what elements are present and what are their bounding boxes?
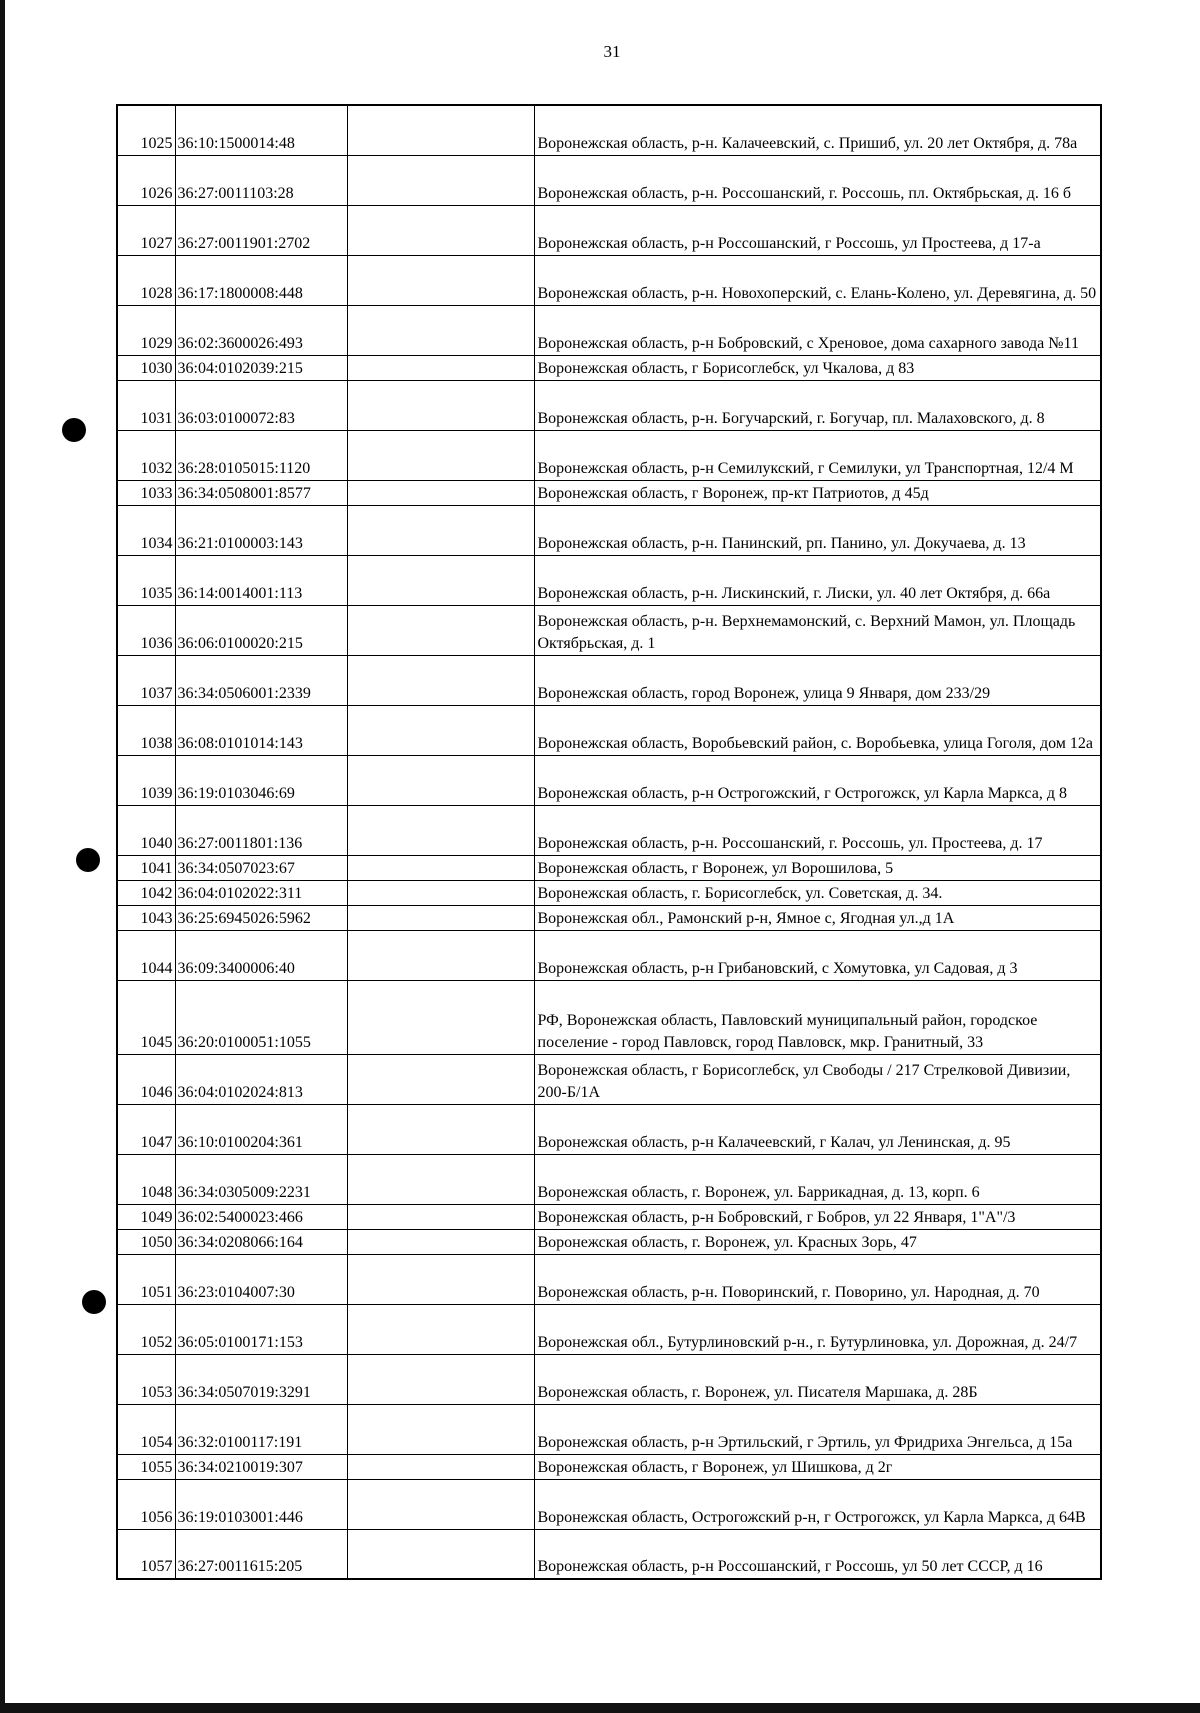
cadastral-number: 36:19:0103046:69 <box>175 755 347 805</box>
address-cell: Воронежская область, р-н. Верхнемамонский, с. Верхний Мамон, ул. Площадь Октябрьская, д. 1 <box>534 605 1101 655</box>
table-row <box>117 505 1101 555</box>
row-number: 1030 <box>117 355 175 380</box>
address-cell: Воронежская область, г. Воронеж, ул. Баррикадная, д. 13, корп. 6 <box>534 1154 1101 1204</box>
cadastral-number: 36:34:0508001:8577 <box>175 480 347 505</box>
empty-cell <box>347 1454 534 1479</box>
address-cell: Воронежская область, р-н. Панинский, рп. Панино, ул. Докучаева, д. 13 <box>534 505 1101 555</box>
row-number: 1029 <box>117 305 175 355</box>
empty-cell <box>347 1204 534 1229</box>
empty-cell <box>347 655 534 705</box>
table-row <box>117 1354 1101 1404</box>
address-cell: Воронежская область, р-н Россошанский, г Россошь, ул Простеева, д 17-а <box>534 205 1101 255</box>
table-row <box>117 930 1101 980</box>
scan-bottom-edge <box>0 1703 1200 1713</box>
empty-cell <box>347 480 534 505</box>
cadastral-number: 36:10:0100204:361 <box>175 1104 347 1154</box>
cadastral-number: 36:21:0100003:143 <box>175 505 347 555</box>
row-number: 1038 <box>117 705 175 755</box>
address-cell: Воронежская область, г. Борисоглебск, ул. Советская, д. 34. <box>534 880 1101 905</box>
cadastral-number: 36:02:3600026:493 <box>175 305 347 355</box>
row-number: 1055 <box>117 1454 175 1479</box>
table-row <box>117 1204 1101 1229</box>
address-cell: Воронежская область, г Воронеж, ул Шишкова, д 2г <box>534 1454 1101 1479</box>
row-number: 1042 <box>117 880 175 905</box>
punch-hole <box>82 1290 106 1314</box>
cadastral-number: 36:04:0102022:311 <box>175 880 347 905</box>
empty-cell <box>347 1254 534 1304</box>
table-row <box>117 105 1101 155</box>
row-number: 1039 <box>117 755 175 805</box>
cadastral-number: 36:25:6945026:5962 <box>175 905 347 930</box>
empty-cell <box>347 1104 534 1154</box>
row-number: 1036 <box>117 605 175 655</box>
table-row <box>117 605 1101 655</box>
row-number: 1026 <box>117 155 175 205</box>
address-cell: Воронежская область, г Борисоглебск, ул Свободы / 217 Стрелковой Дивизии, 200-Б/1А <box>534 1054 1101 1104</box>
row-number: 1045 <box>117 980 175 1054</box>
row-number: 1041 <box>117 855 175 880</box>
cadastral-number: 36:27:0011801:136 <box>175 805 347 855</box>
address-cell: Воронежская область, р-н Калачеевский, г Калач, ул Ленинская, д. 95 <box>534 1104 1101 1154</box>
row-number: 1048 <box>117 1154 175 1204</box>
table-row <box>117 155 1101 205</box>
table-row <box>117 480 1101 505</box>
row-number: 1043 <box>117 905 175 930</box>
address-cell: Воронежская область, р-н. Калачеевский, с. Пришиб, ул. 20 лет Октября, д. 78а <box>534 105 1101 155</box>
row-number: 1050 <box>117 1229 175 1254</box>
row-number: 1033 <box>117 480 175 505</box>
address-cell: Воронежская область, р-н. Россошанский, г. Россошь, ул. Простеева, д. 17 <box>534 805 1101 855</box>
row-number: 1027 <box>117 205 175 255</box>
row-number: 1056 <box>117 1479 175 1529</box>
punch-hole <box>76 848 100 872</box>
address-cell: Воронежская область, р-н. Богучарский, г. Богучар, пл. Малаховского, д. 8 <box>534 380 1101 430</box>
empty-cell <box>347 1229 534 1254</box>
row-number: 1051 <box>117 1254 175 1304</box>
table-row <box>117 430 1101 480</box>
table-body <box>117 105 1101 1579</box>
empty-cell <box>347 430 534 480</box>
table-row <box>117 355 1101 380</box>
empty-cell <box>347 1054 534 1104</box>
row-number: 1047 <box>117 1104 175 1154</box>
address-cell: Воронежская область, Воробьевский район, с. Воробьевка, улица Гоголя, дом 12а <box>534 705 1101 755</box>
cadastral-number: 36:34:0305009:2231 <box>175 1154 347 1204</box>
table-row <box>117 880 1101 905</box>
cadastral-number: 36:20:0100051:1055 <box>175 980 347 1054</box>
empty-cell <box>347 705 534 755</box>
empty-cell <box>347 930 534 980</box>
row-number: 1034 <box>117 505 175 555</box>
address-cell: Воронежская область, р-н Грибановский, с Хомутовка, ул Садовая, д 3 <box>534 930 1101 980</box>
cadastral-number: 36:27:0011103:28 <box>175 155 347 205</box>
address-cell: Воронежская область, р-н. Новохоперский, с. Елань-Колено, ул. Деревягина, д. 50 <box>534 255 1101 305</box>
cadastral-number: 36:34:0506001:2339 <box>175 655 347 705</box>
table-row <box>117 305 1101 355</box>
table-row <box>117 980 1101 1054</box>
address-cell: Воронежская область, р-н. Поворинский, г. Поворино, ул. Народная, д. 70 <box>534 1254 1101 1304</box>
address-cell: Воронежская область, Острогожский р-н, г Острогожск, ул Карла Маркса, д 64В <box>534 1479 1101 1529</box>
row-number: 1028 <box>117 255 175 305</box>
address-cell: Воронежская область, р-н Бобровский, г Бобров, ул 22 Января, 1"А"/3 <box>534 1204 1101 1229</box>
address-cell: Воронежская область, г. Воронеж, ул. Красных Зорь, 47 <box>534 1229 1101 1254</box>
table-row <box>117 1229 1101 1254</box>
empty-cell <box>347 805 534 855</box>
empty-cell <box>347 1304 534 1354</box>
cadastral-number: 36:19:0103001:446 <box>175 1479 347 1529</box>
row-number: 1044 <box>117 930 175 980</box>
empty-cell <box>347 305 534 355</box>
cadastral-number: 36:14:0014001:113 <box>175 555 347 605</box>
address-cell: Воронежская область, р-н Эртильский, г Эртиль, ул Фридриха Энгельса, д 15а <box>534 1404 1101 1454</box>
cadastral-number: 36:27:0011615:205 <box>175 1529 347 1579</box>
cadastral-number: 36:34:0507019:3291 <box>175 1354 347 1404</box>
address-cell: Воронежская область, г Воронеж, ул Ворошилова, 5 <box>534 855 1101 880</box>
row-number: 1037 <box>117 655 175 705</box>
empty-cell <box>347 105 534 155</box>
table-row <box>117 1304 1101 1354</box>
empty-cell <box>347 1154 534 1204</box>
empty-cell <box>347 380 534 430</box>
cadastral-number: 36:27:0011901:2702 <box>175 205 347 255</box>
empty-cell <box>347 1354 534 1404</box>
cadastral-number: 36:28:0105015:1120 <box>175 430 347 480</box>
scan-left-edge <box>0 0 5 1713</box>
property-table <box>116 104 1102 1580</box>
table-row <box>117 1154 1101 1204</box>
row-number: 1032 <box>117 430 175 480</box>
row-number: 1052 <box>117 1304 175 1354</box>
address-cell: Воронежская область, р-н. Лискинский, г. Лиски, ул. 40 лет Октября, д. 66а <box>534 555 1101 605</box>
table-row <box>117 1454 1101 1479</box>
row-number: 1057 <box>117 1529 175 1579</box>
cadastral-number: 36:17:1800008:448 <box>175 255 347 305</box>
empty-cell <box>347 505 534 555</box>
empty-cell <box>347 1404 534 1454</box>
empty-cell <box>347 355 534 380</box>
cadastral-number: 36:03:0100072:83 <box>175 380 347 430</box>
cadastral-number: 36:32:0100117:191 <box>175 1404 347 1454</box>
punch-hole <box>62 418 86 442</box>
empty-cell <box>347 205 534 255</box>
table-row <box>117 555 1101 605</box>
table-row <box>117 380 1101 430</box>
address-cell: Воронежская область, г. Воронеж, ул. Писателя Маршака, д. 28Б <box>534 1354 1101 1404</box>
row-number: 1040 <box>117 805 175 855</box>
table-row <box>117 755 1101 805</box>
empty-cell <box>347 755 534 805</box>
empty-cell <box>347 1479 534 1529</box>
address-cell: Воронежская область, р-н Острогожский, г Острогожск, ул Карла Маркса, д 8 <box>534 755 1101 805</box>
cadastral-number: 36:02:5400023:466 <box>175 1204 347 1229</box>
address-cell: Воронежская обл., Рамонский р-н, Ямное с, Ягодная ул.,д 1А <box>534 905 1101 930</box>
row-number: 1031 <box>117 380 175 430</box>
cadastral-number: 36:04:0102024:813 <box>175 1054 347 1104</box>
cadastral-number: 36:10:1500014:48 <box>175 105 347 155</box>
empty-cell <box>347 980 534 1054</box>
empty-cell <box>347 255 534 305</box>
table-row <box>117 205 1101 255</box>
empty-cell <box>347 905 534 930</box>
row-number: 1025 <box>117 105 175 155</box>
cadastral-number: 36:23:0104007:30 <box>175 1254 347 1304</box>
empty-cell <box>347 880 534 905</box>
row-number: 1053 <box>117 1354 175 1404</box>
address-cell: Воронежская область, р-н Россошанский, г Россошь, ул 50 лет СССР, д 16 <box>534 1529 1101 1579</box>
table-row <box>117 855 1101 880</box>
cadastral-number: 36:08:0101014:143 <box>175 705 347 755</box>
empty-cell <box>347 555 534 605</box>
empty-cell <box>347 605 534 655</box>
table-row <box>117 655 1101 705</box>
cadastral-number: 36:04:0102039:215 <box>175 355 347 380</box>
address-cell: Воронежская область, город Воронеж, улица 9 Января, дом 233/29 <box>534 655 1101 705</box>
cadastral-number: 36:34:0507023:67 <box>175 855 347 880</box>
table-row <box>117 705 1101 755</box>
address-cell: РФ, Воронежская область, Павловский муниципальный район, городское поселение - город Павловск, город Павловск, мкр. Гранитный, 33 <box>534 980 1101 1054</box>
cadastral-number: 36:06:0100020:215 <box>175 605 347 655</box>
cadastral-number: 36:34:0208066:164 <box>175 1229 347 1254</box>
row-number: 1054 <box>117 1404 175 1454</box>
table-row <box>117 905 1101 930</box>
cadastral-number: 36:09:3400006:40 <box>175 930 347 980</box>
table-row <box>117 805 1101 855</box>
row-number: 1046 <box>117 1054 175 1104</box>
table-row <box>117 1479 1101 1529</box>
table-row <box>117 255 1101 305</box>
empty-cell <box>347 1529 534 1579</box>
table-row <box>117 1104 1101 1154</box>
address-cell: Воронежская область, р-н Бобровский, с Хреновое, дома сахарного завода №11 <box>534 305 1101 355</box>
cadastral-number: 36:34:0210019:307 <box>175 1454 347 1479</box>
address-cell: Воронежская область, р-н. Россошанский, г. Россошь, пл. Октябрьская, д. 16 б <box>534 155 1101 205</box>
table-row <box>117 1054 1101 1104</box>
table-row <box>117 1529 1101 1579</box>
empty-cell <box>347 855 534 880</box>
cadastral-number: 36:05:0100171:153 <box>175 1304 347 1354</box>
address-cell: Воронежская обл., Бутурлиновский р-н., г. Бутурлиновка, ул. Дорожная, д. 24/7 <box>534 1304 1101 1354</box>
page-number: 31 <box>603 42 621 61</box>
empty-cell <box>347 155 534 205</box>
table-row <box>117 1254 1101 1304</box>
address-cell: Воронежская область, г Борисоглебск, ул Чкалова, д 83 <box>534 355 1101 380</box>
row-number: 1049 <box>117 1204 175 1229</box>
address-cell: Воронежская область, р-н Семилукский, г Семилуки, ул Транспортная, 12/4 М <box>534 430 1101 480</box>
table-row <box>117 1404 1101 1454</box>
address-cell: Воронежская область, г Воронеж, пр-кт Патриотов, д 45д <box>534 480 1101 505</box>
row-number: 1035 <box>117 555 175 605</box>
